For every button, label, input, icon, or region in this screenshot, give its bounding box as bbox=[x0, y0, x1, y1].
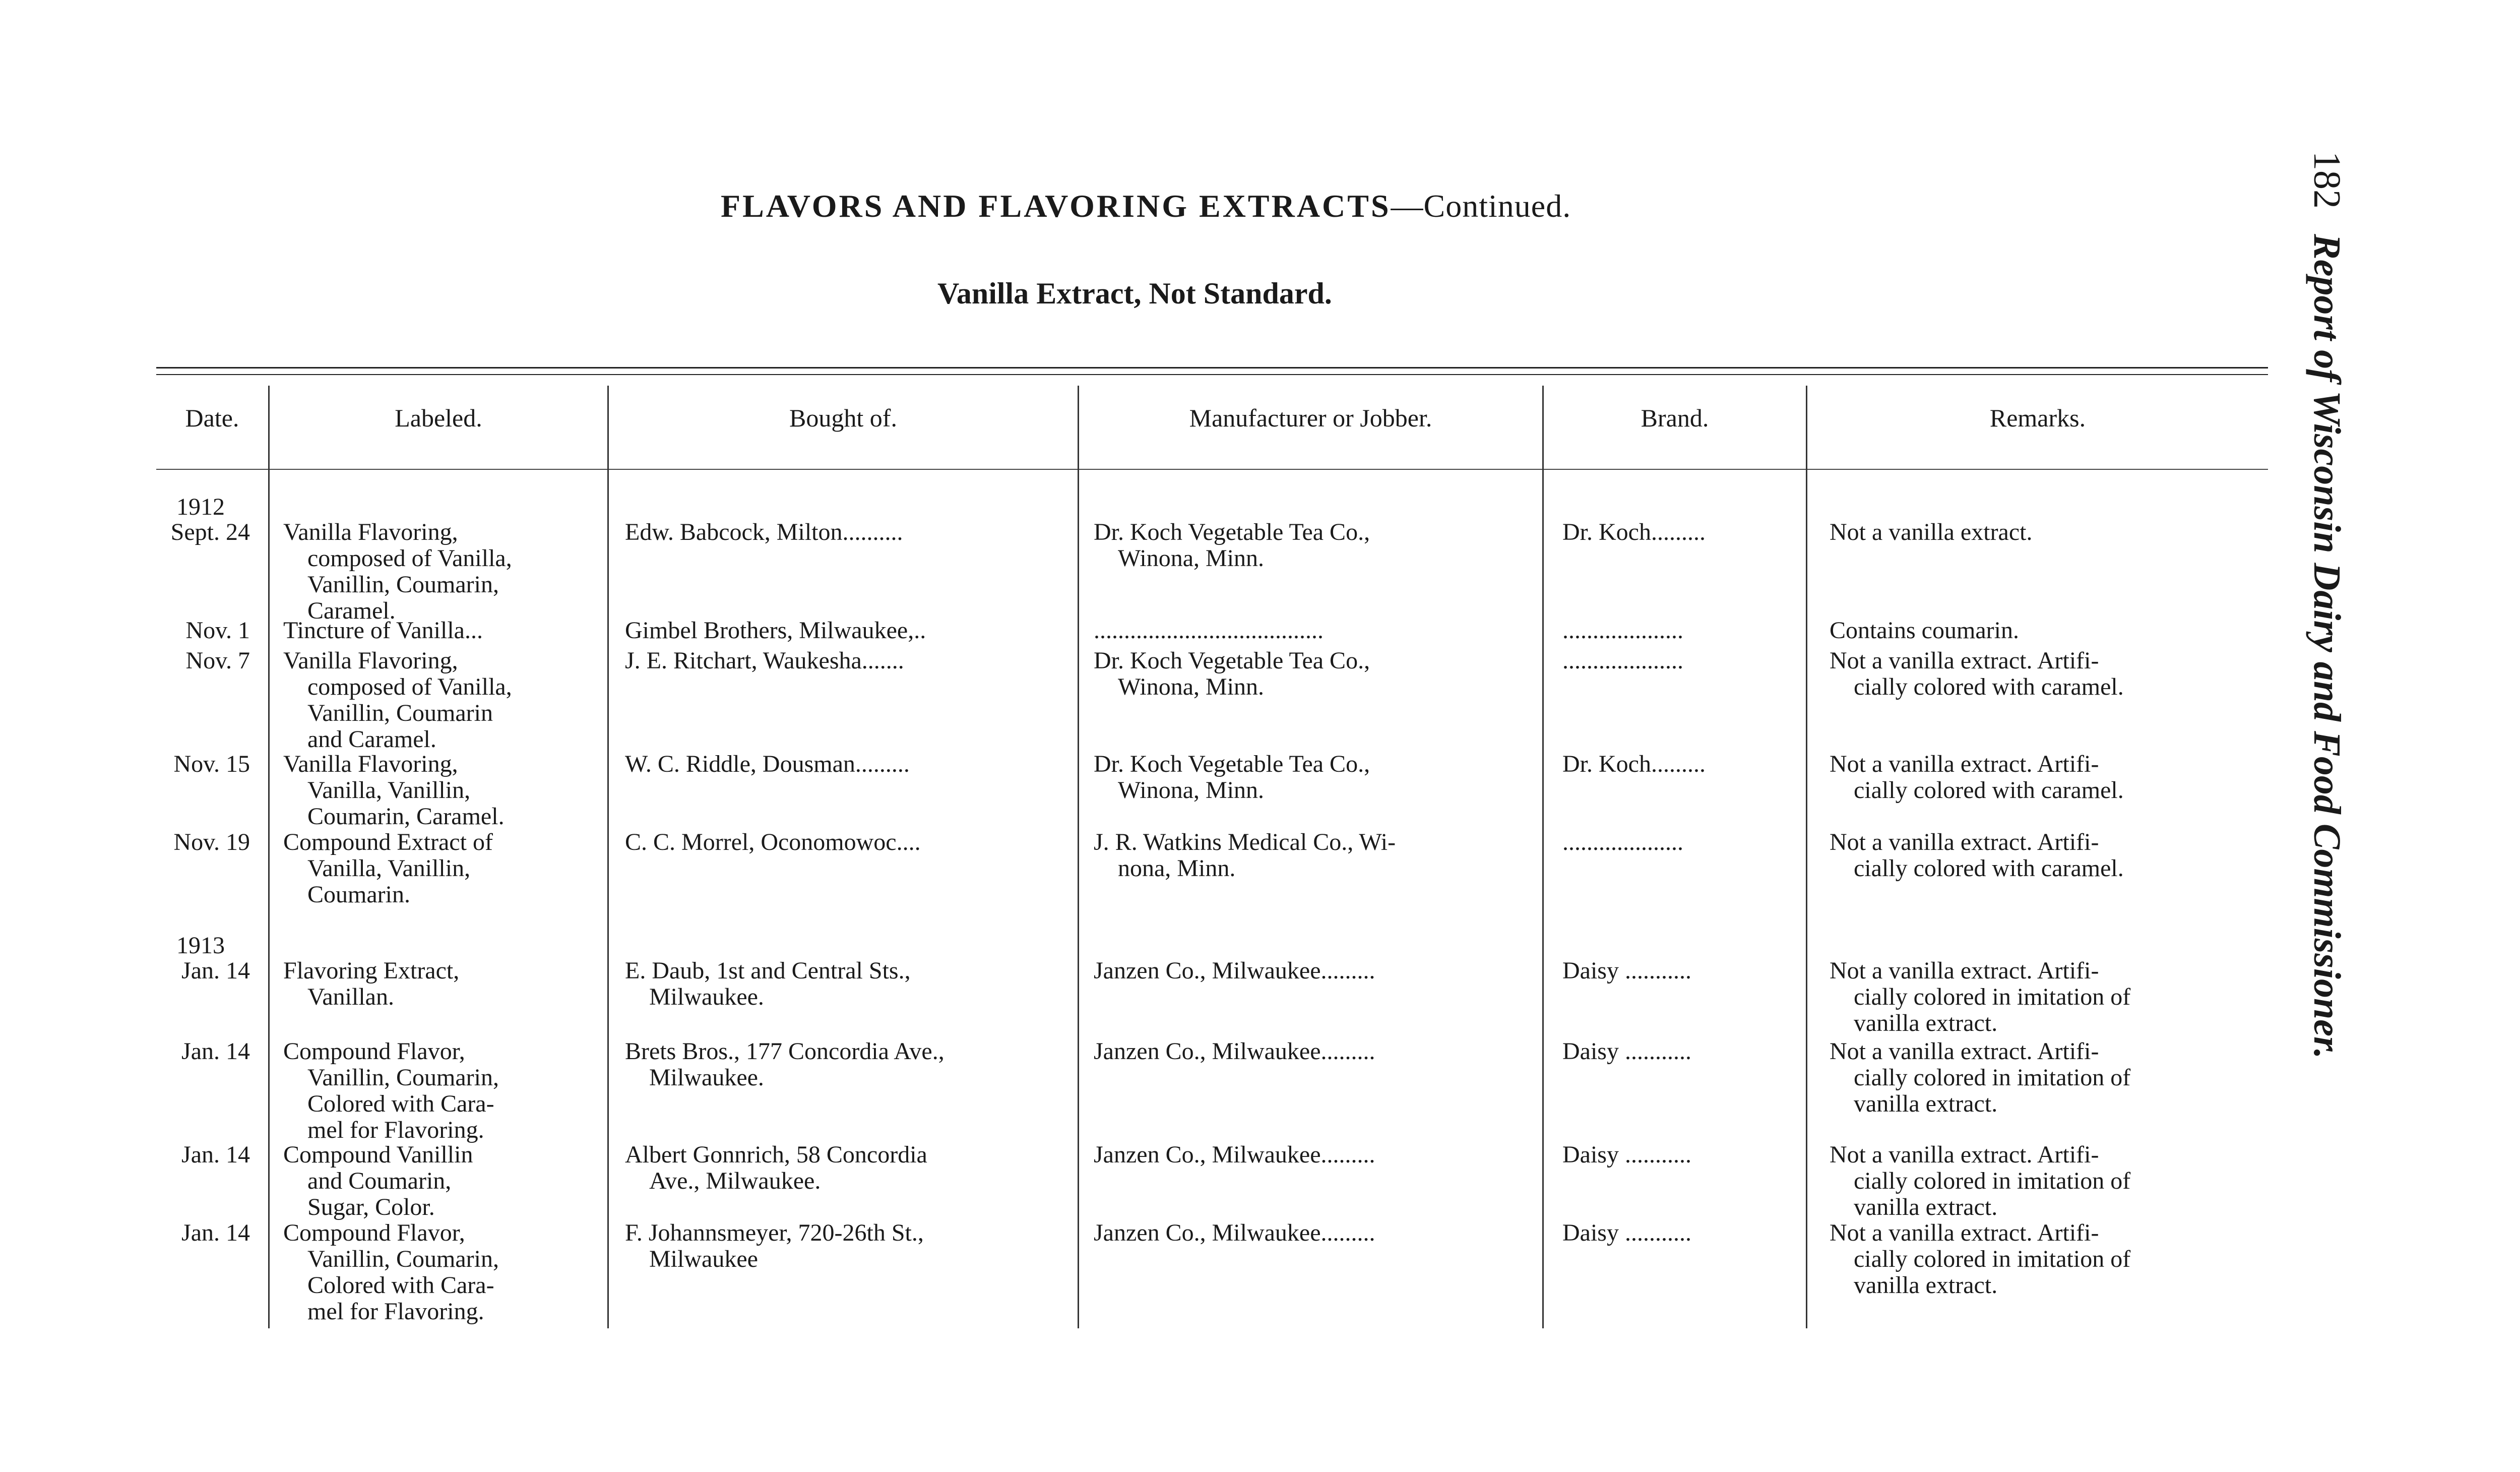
entry-bought-line: Milwaukee. bbox=[649, 984, 764, 1010]
entry-remarks-line: Not a vanilla extract. Artifi- bbox=[1830, 647, 2099, 674]
column-header-bought-of: Bought of. bbox=[789, 404, 897, 432]
entry-date: Jan. 14 bbox=[181, 957, 250, 984]
entry-labeled-line: Vanillin, Coumarin, bbox=[307, 571, 499, 598]
entry-labeled-line: Compound Flavor, bbox=[283, 1038, 465, 1065]
entry-remarks-line: Not a vanilla extract. Artifi- bbox=[1830, 829, 2099, 855]
entry-remarks-line: cially colored in imitation of bbox=[1854, 984, 2131, 1010]
entry-bought-line: Ave., Milwaukee. bbox=[649, 1168, 821, 1194]
entry-bought-line: E. Daub, 1st and Central Sts., bbox=[625, 957, 911, 984]
entry-labeled-line: Colored with Cara- bbox=[307, 1272, 494, 1299]
running-title: Report of Wisconsin Dairy and Food Commissioner. bbox=[2306, 234, 2348, 1059]
entry-labeled-line: Vanilla Flavoring, bbox=[283, 647, 458, 674]
entry-bought-line: W. C. Riddle, Dousman......... bbox=[625, 751, 910, 777]
entry-labeled-line: Compound Vanillin bbox=[283, 1141, 473, 1168]
entry-brand-line: Daisy ........... bbox=[1562, 1038, 1691, 1065]
header-underline bbox=[156, 469, 2268, 470]
entry-manufacturer-line: Janzen Co., Milwaukee......... bbox=[1094, 1219, 1375, 1246]
entry-date: Jan. 14 bbox=[181, 1141, 250, 1168]
entry-labeled-line: Vanillan. bbox=[307, 984, 394, 1010]
entry-date: Sept. 24 bbox=[170, 519, 250, 545]
entry-brand-line: .................... bbox=[1562, 647, 1683, 674]
entry-remarks-line: Not a vanilla extract. Artifi- bbox=[1830, 1219, 2099, 1246]
entry-brand-line: Daisy ........... bbox=[1562, 957, 1691, 984]
entry-labeled-line: Vanilla Flavoring, bbox=[283, 751, 458, 777]
entry-bought-line: F. Johannsmeyer, 720-26th St., bbox=[625, 1219, 924, 1246]
entry-date: Nov. 15 bbox=[173, 751, 250, 777]
entry-manufacturer-line: Dr. Koch Vegetable Tea Co., bbox=[1094, 751, 1370, 777]
entry-labeled-line: Compound Flavor, bbox=[283, 1219, 465, 1246]
top-rule-double bbox=[156, 374, 2268, 375]
entry-labeled-line: Coumarin, Caramel. bbox=[307, 803, 505, 830]
entry-remarks-line: Not a vanilla extract. Artifi- bbox=[1830, 1141, 2099, 1168]
column-divider bbox=[1078, 386, 1079, 1328]
entry-date: Jan. 14 bbox=[181, 1219, 250, 1246]
entry-date: Jan. 14 bbox=[181, 1038, 250, 1065]
entry-remarks-line: cially colored in imitation of bbox=[1854, 1064, 2131, 1091]
entry-labeled-line: Vanillin, Coumarin, bbox=[307, 1246, 499, 1272]
entry-manufacturer-line: Winona, Minn. bbox=[1118, 673, 1265, 700]
entry-manufacturer-line: Winona, Minn. bbox=[1118, 777, 1265, 804]
column-header-remarks: Remarks. bbox=[1989, 404, 2086, 432]
entry-remarks-line: cially colored with caramel. bbox=[1854, 855, 2124, 882]
title-continued: —Continued. bbox=[1391, 188, 1571, 224]
entry-manufacturer-line: ...................................... bbox=[1094, 617, 1324, 644]
entry-labeled-line: Compound Extract of bbox=[283, 829, 493, 855]
entry-bought-line: C. C. Morrel, Oconomowoc.... bbox=[625, 829, 921, 855]
entry-manufacturer-line: Winona, Minn. bbox=[1118, 545, 1265, 572]
table-subtitle: Vanilla Extract, Not Standard. bbox=[937, 277, 1332, 310]
entry-year: 1912 bbox=[176, 494, 225, 520]
entry-manufacturer-line: J. R. Watkins Medical Co., Wi- bbox=[1094, 829, 1396, 855]
entry-labeled-line: Vanilla, Vanillin, bbox=[307, 855, 471, 882]
entry-remarks-line: cially colored in imitation of bbox=[1854, 1168, 2131, 1194]
column-header-date: Date. bbox=[185, 404, 239, 432]
entry-manufacturer-line: Dr. Koch Vegetable Tea Co., bbox=[1094, 519, 1370, 545]
entry-labeled-line: and Coumarin, bbox=[307, 1168, 452, 1194]
entry-labeled-line: Tincture of Vanilla... bbox=[283, 617, 483, 644]
entry-remarks-line: Not a vanilla extract. Artifi- bbox=[1830, 957, 2099, 984]
title-caps: FLAVORS AND FLAVORING EXTRACTS bbox=[721, 188, 1391, 224]
entry-remarks-line: vanilla extract. bbox=[1854, 1272, 1998, 1299]
entry-labeled-line: mel for Flavoring. bbox=[307, 1117, 484, 1143]
entry-bought-line: Brets Bros., 177 Concordia Ave., bbox=[625, 1038, 944, 1065]
entry-brand-line: Daisy ........... bbox=[1562, 1141, 1691, 1168]
entry-remarks-line: vanilla extract. bbox=[1854, 1194, 1998, 1220]
entry-labeled-line: Vanilla Flavoring, bbox=[283, 519, 458, 545]
entry-remarks-line: cially colored with caramel. bbox=[1854, 777, 2124, 804]
entry-brand-line: .................... bbox=[1562, 829, 1683, 855]
entry-manufacturer-line: nona, Minn. bbox=[1118, 855, 1236, 882]
entry-brand-line: Daisy ........... bbox=[1562, 1219, 1691, 1246]
column-divider bbox=[268, 386, 270, 1328]
page-number: 182 bbox=[2306, 151, 2348, 209]
entry-manufacturer-line: Dr. Koch Vegetable Tea Co., bbox=[1094, 647, 1370, 674]
column-divider bbox=[607, 386, 609, 1328]
column-header-brand: Brand. bbox=[1641, 404, 1709, 432]
entry-labeled-line: Coumarin. bbox=[307, 881, 410, 908]
entry-brand-line: Dr. Koch......... bbox=[1562, 519, 1706, 545]
entry-date: Nov. 7 bbox=[185, 647, 250, 674]
column-divider bbox=[1806, 386, 1807, 1328]
entry-bought-line: Albert Gonnrich, 58 Concordia bbox=[625, 1141, 927, 1168]
entry-date: Nov. 19 bbox=[173, 829, 250, 855]
entry-labeled-line: composed of Vanilla, bbox=[307, 545, 512, 572]
running-header bbox=[2278, 151, 2349, 1311]
entry-bought-line: Edw. Babcock, Milton.......... bbox=[625, 519, 903, 545]
entry-remarks-line: Not a vanilla extract. Artifi- bbox=[1830, 751, 2099, 777]
entry-labeled-line: and Caramel. bbox=[307, 726, 436, 753]
entry-remarks-line: vanilla extract. bbox=[1854, 1090, 1998, 1117]
entry-remarks-line: vanilla extract. bbox=[1854, 1010, 1998, 1036]
page-title bbox=[721, 188, 1571, 225]
entry-labeled-line: Vanillin, Coumarin bbox=[307, 700, 493, 726]
entry-manufacturer-line: Janzen Co., Milwaukee......... bbox=[1094, 957, 1375, 984]
entry-labeled-line: Colored with Cara- bbox=[307, 1090, 494, 1117]
entry-bought-line: Gimbel Brothers, Milwaukee,.. bbox=[625, 617, 926, 644]
entry-bought-line: Milwaukee bbox=[649, 1246, 758, 1272]
entry-bought-line: J. E. Ritchart, Waukesha....... bbox=[625, 647, 904, 674]
entry-brand-line: Dr. Koch......... bbox=[1562, 751, 1706, 777]
entry-labeled-line: Vanillin, Coumarin, bbox=[307, 1064, 499, 1091]
top-rule bbox=[156, 367, 2268, 369]
entry-labeled-line: mel for Flavoring. bbox=[307, 1298, 484, 1325]
entry-year: 1913 bbox=[176, 932, 225, 959]
column-header-labeled: Labeled. bbox=[395, 404, 482, 432]
entry-labeled-line: Flavoring Extract, bbox=[283, 957, 460, 984]
entry-manufacturer-line: Janzen Co., Milwaukee......... bbox=[1094, 1038, 1375, 1065]
entry-labeled-line: Sugar, Color. bbox=[307, 1194, 435, 1220]
entry-labeled-line: Vanilla, Vanillin, bbox=[307, 777, 471, 804]
entry-remarks-line: cially colored with caramel. bbox=[1854, 673, 2124, 700]
column-divider bbox=[1542, 386, 1544, 1328]
entry-bought-line: Milwaukee. bbox=[649, 1064, 764, 1091]
entry-labeled-line: Caramel. bbox=[307, 597, 396, 624]
entry-remarks-line: Not a vanilla extract. Artifi- bbox=[1830, 1038, 2099, 1065]
entry-brand-line: .................... bbox=[1562, 617, 1683, 644]
entry-date: Nov. 1 bbox=[185, 617, 250, 644]
entry-remarks-line: cially colored in imitation of bbox=[1854, 1246, 2131, 1272]
column-header-manufacturer: Manufacturer or Jobber. bbox=[1189, 404, 1432, 432]
entry-labeled-line: composed of Vanilla, bbox=[307, 673, 512, 700]
entry-remarks-line: Contains coumarin. bbox=[1830, 617, 2019, 644]
entry-remarks-line: Not a vanilla extract. bbox=[1830, 519, 2033, 545]
entry-manufacturer-line: Janzen Co., Milwaukee......... bbox=[1094, 1141, 1375, 1168]
